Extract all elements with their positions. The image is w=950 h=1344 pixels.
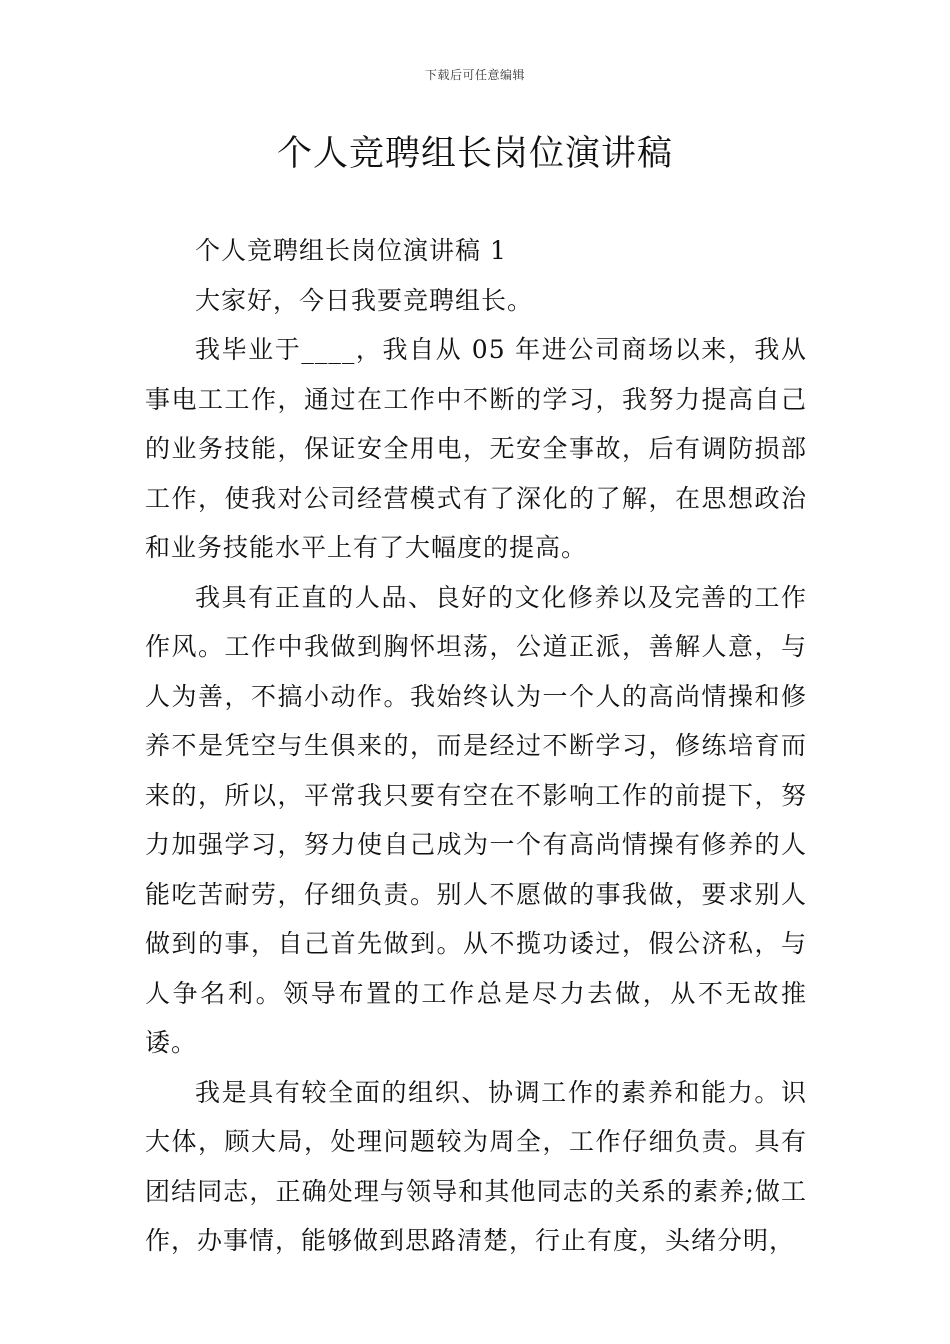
header-note: 下载后可任意编辑 (424, 68, 525, 82)
body-paragraph: 我是具有较全面的组织、协调工作的素养和能力。识大体，顾大局，处理问题较为周全，工作仔细负责。具有团结同志，正确处理与领导和其他同志的关系的素养;做工作，办事情，能够做到思路清楚，行止有度，头绪分明， (145, 1077, 807, 1255)
subtitle-line: 个人竞聘组长岗位演讲稿 1 (195, 236, 507, 265)
body-paragraph: 我毕业于____，我自从 05 年进公司商场以来，我从事电工工作，通过在工作中不断的学习，我努力提高自己的业务技能，保证安全用电，无安全事故，后有调防损部工作，使我对公司经营模式有了深化的了解，在思想政治和业务技能水平上有了大幅度的提高。 (145, 335, 807, 562)
document-title: 个人竞聘组长岗位演讲稿 (276, 134, 673, 174)
document-body (145, 226, 807, 1266)
body-paragraph: 我具有正直的人品、良好的文化修养以及完善的工作作风。工作中我做到胸怀坦荡，公道正派，善解人意，与人为善，不搞小动作。我始终认为一个人的高尚情操和修养不是凭空与生俱来的，而是经过不断学习，修练培育而来的，所以，平常我只要有空在不影响工作的前提下，努力加强学习，努力使自己成为一个有高尚情操有修养的人能吃苦耐劳，仔细负责。别人不愿做的事我做，要求别人做到的事，自己首先做到。从不揽功诿过，假公济私，与人争名利。领导布置的工作总是尽力去做，从不无故推诿。 (145, 582, 807, 1057)
greeting-paragraph: 大家好，今日我要竞聘组长。 (195, 285, 534, 315)
